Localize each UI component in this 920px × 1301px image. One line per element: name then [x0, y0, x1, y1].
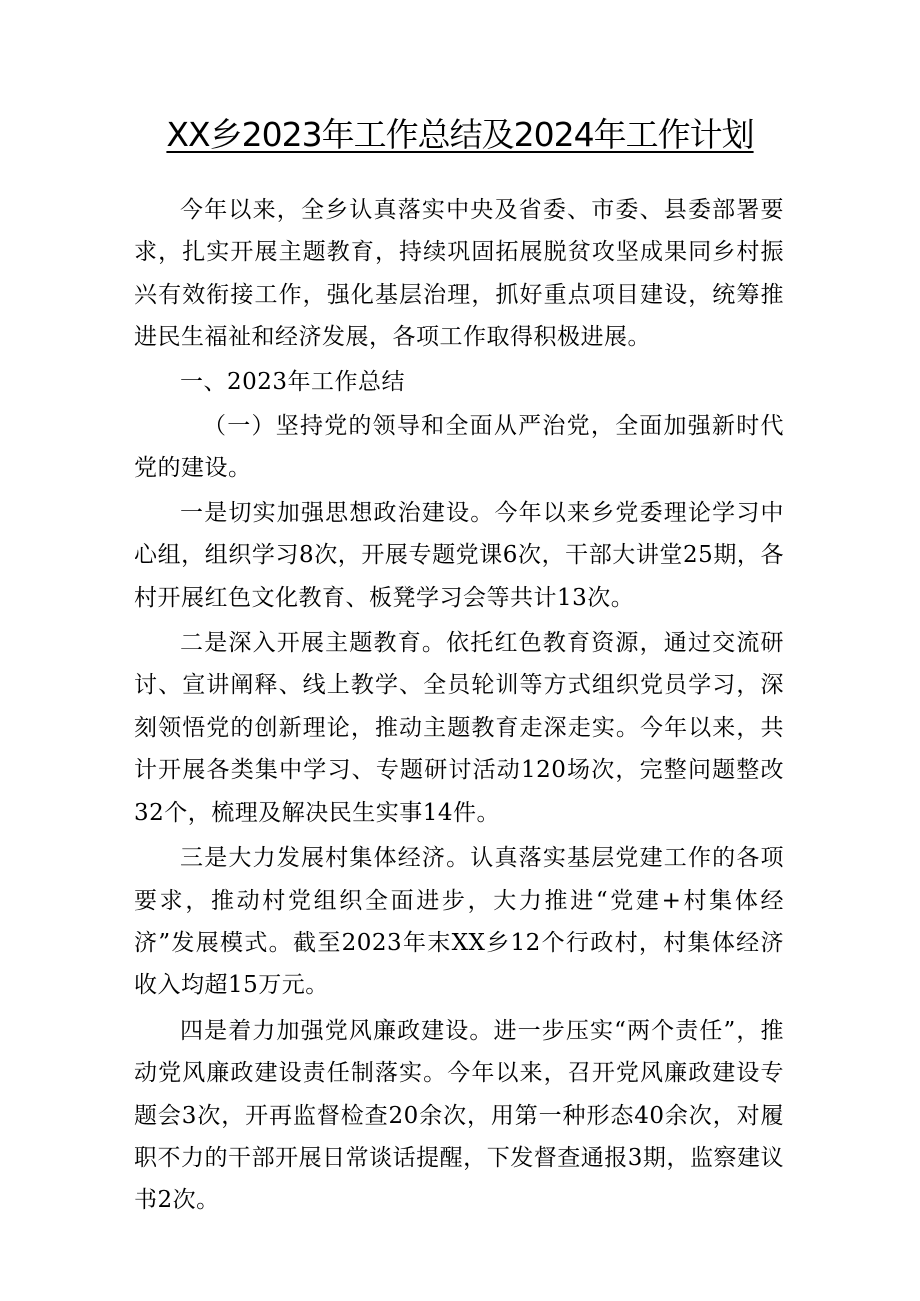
paragraph-item: 四是着力加强党风廉政建设。进一步压实“两个责任”，推动党风廉政建设责任制落实。今年以来，召开党风廉政建设专题会3次，开再监督检查20余次，用第一种形态40余次，对履职不力的干部开展日常谈话提醒，下发督查通报3期，监察建议书2次。	[134, 1017, 784, 1214]
paragraph-item: 一是切实加强思想政治建设。今年以来乡党委理论学习中心组，组织学习8次，开展专题党课6次，干部大讲堂25期，各村开展红色文化教育、板凳学习会等共计13次。	[134, 499, 784, 611]
paragraph-item: 二是深入开展主题教育。依托红色教育资源，通过交流研讨、宣讲阐释、线上教学、全员轮训等方式组织党员学习，深刻领悟党的创新理论，推动主题教育走深走实。今年以来，共计开展各类集中学习、专题研讨活动120场次，完整问题整改32个，梳理及解决民生实事14件。	[134, 630, 784, 826]
section-heading: 一、2023年工作总结	[180, 368, 406, 395]
document-title: XX乡2023年工作总结及2024年工作计划	[166, 115, 754, 154]
document-body	[134, 189, 784, 1224]
subsection-heading: （一）坚持党的领导和全面从严治党，全面加强新时代党的建设。	[134, 413, 784, 482]
intro-paragraph: 今年以来，全乡认真落实中央及省委、市委、县委部署要求，扎实开展主题教育，持续巩固拓展脱贫攻坚成果同乡村振兴有效衔接工作，强化基层治理，抓好重点项目建设，统筹推进民生福祉和经济发展，各项工作取得积极进展。	[134, 197, 784, 351]
paragraph-item: 三是大力发展村集体经济。认真落实基层党建工作的各项要求，推动村党组织全面进步，大力推进“党建+村集体经济”发展模式。截至2023年末XX乡12个行政村，村集体经济收入均超15万元。	[134, 845, 784, 999]
